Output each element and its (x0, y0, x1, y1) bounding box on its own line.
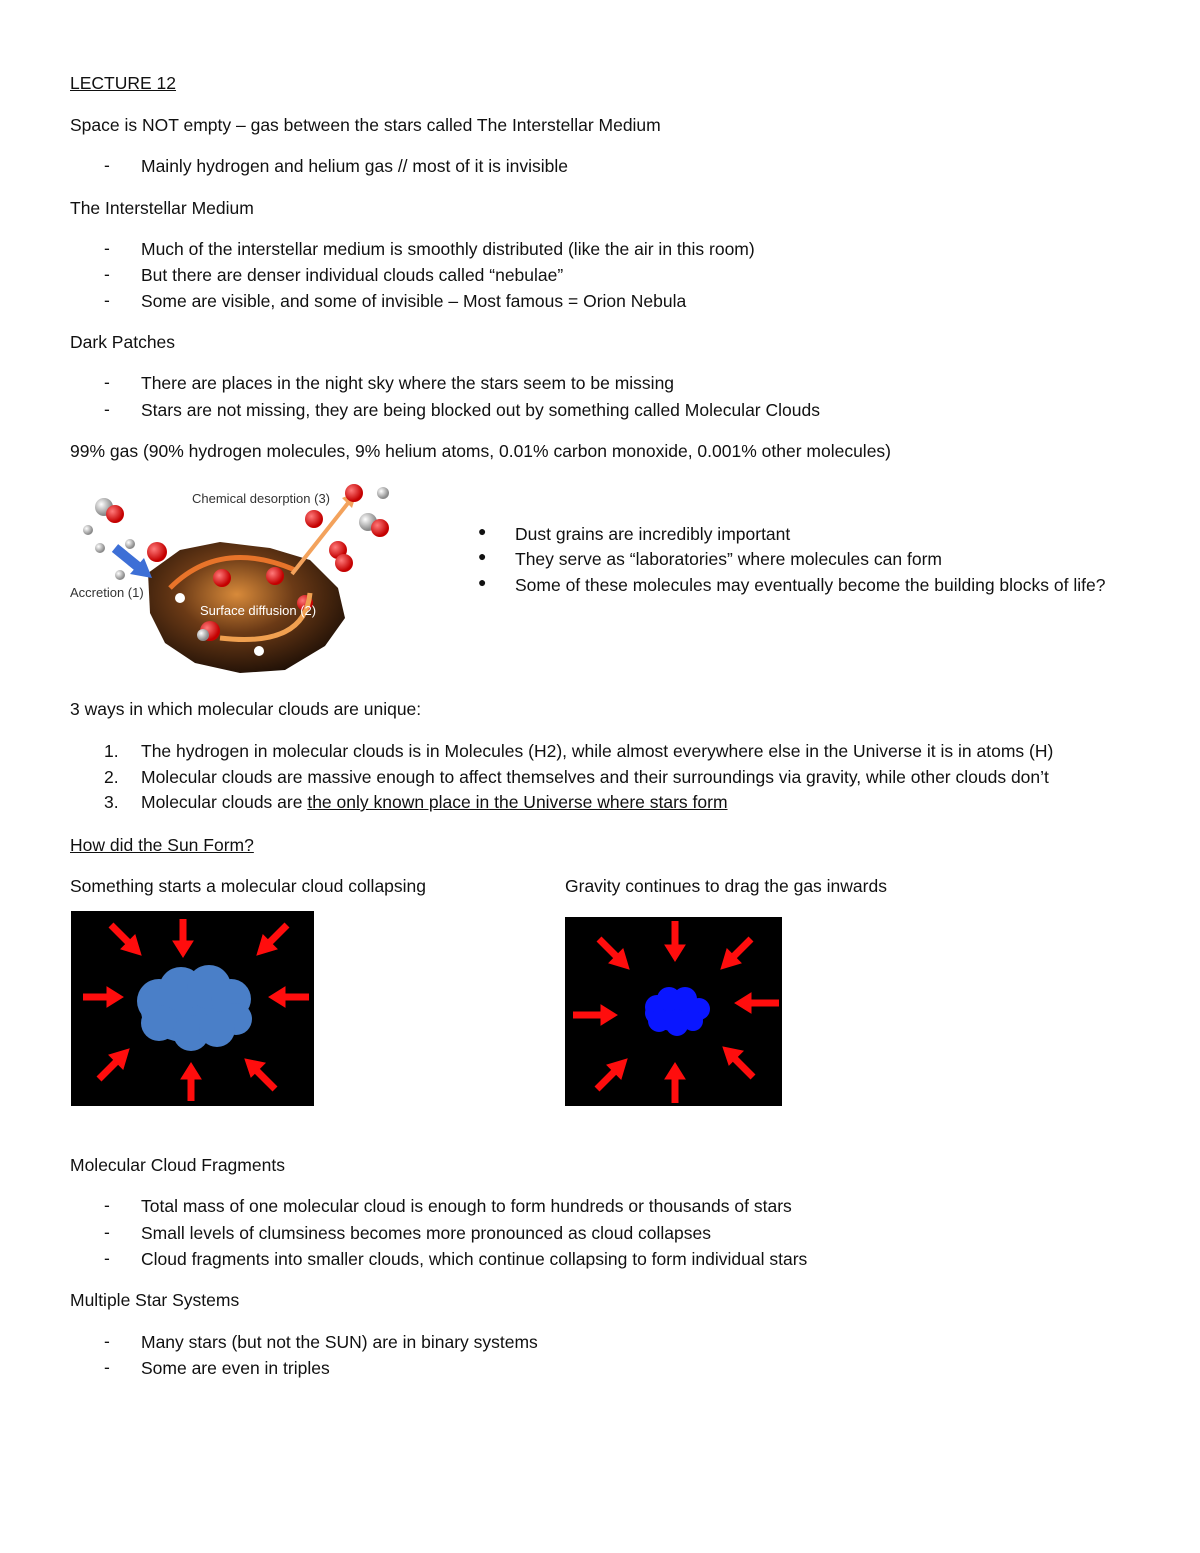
black-circle-icon: ● (478, 574, 487, 590)
section-heading-ism: The Interstellar Medium (70, 198, 254, 218)
list-item: Some of these molecules may eventually become the building blocks of life? (515, 575, 1106, 595)
list-item: Stars are not missing, they are being blocked out by something called Molecular Clouds (141, 400, 820, 420)
list-number: 2. (104, 767, 119, 787)
list-item-text: Molecular clouds are (141, 792, 308, 812)
section-heading-fragments: Molecular Cloud Fragments (70, 1155, 285, 1175)
composition-text: 99% gas (90% hydrogen molecules, 9% helium atoms, 0.01% carbon monoxide, 0.001% other molecules) (70, 441, 892, 461)
list-item: Cloud fragments into smaller clouds, which continue collapsing to form individual stars (141, 1249, 808, 1269)
list-item: Some are visible, and some of invisible – Most famous = Orion Nebula (141, 291, 687, 311)
list-item: Many stars (but not the SUN) are in binary systems (141, 1332, 538, 1352)
list-number: 3. (104, 792, 119, 812)
dust-grain-figure (70, 478, 392, 678)
list-number: 1. (104, 741, 119, 761)
caption-left: Something starts a molecular cloud collapsing (70, 876, 427, 896)
list-item: Some are even in triples (141, 1358, 330, 1378)
dash-icon: - (104, 1331, 110, 1351)
accretion-label: Accretion (1) (70, 585, 144, 600)
underlined-text: the only known place in the Universe where stars form (307, 792, 728, 812)
section-heading-unique: 3 ways in which molecular clouds are unique: (70, 699, 422, 719)
caption-right: Gravity continues to drag the gas inwards (565, 876, 887, 896)
dash-icon: - (104, 399, 110, 419)
dash-icon: - (104, 1222, 110, 1242)
list-item: But there are denser individual clouds called “nebulae” (141, 265, 564, 285)
cloud-collapse-diagram-left (71, 911, 314, 1106)
dash-icon: - (104, 155, 110, 175)
black-circle-icon: ● (478, 523, 487, 539)
desorption-label: Chemical desorption (3) (192, 491, 331, 506)
list-item: Dust grains are incredibly important (515, 524, 791, 544)
list-item: Total mass of one molecular cloud is enough to form hundreds or thousands of stars (141, 1196, 792, 1216)
section-heading-dark-patches: Dark Patches (70, 332, 176, 352)
dash-icon: - (104, 238, 110, 258)
dash-icon: - (104, 264, 110, 284)
dash-icon: - (104, 1195, 110, 1215)
list-item: There are places in the night sky where the stars seem to be missing (141, 373, 675, 393)
dash-icon: - (104, 1248, 110, 1268)
section-heading-multiple: Multiple Star Systems (70, 1290, 240, 1310)
list-item: They serve as “laboratories” where molecules can form (515, 549, 942, 569)
dash-icon: - (104, 372, 110, 392)
list-item: Much of the interstellar medium is smoothly distributed (like the air in this room) (141, 239, 755, 259)
list-item (141, 791, 728, 813)
page-title: LECTURE 12 (70, 73, 177, 93)
list-item: Small levels of clumsiness becomes more pronounced as cloud collapses (141, 1223, 711, 1243)
diffusion-label: Surface diffusion (2) (200, 603, 317, 618)
list-item: The hydrogen in molecular clouds is in Molecules (H2), while almost everywhere else in the Universe it is in atoms (H) (141, 741, 1054, 761)
black-circle-icon: ● (478, 548, 487, 564)
list-item: Molecular clouds are massive enough to affect themselves and their surroundings via gravity, while other clouds don’t (141, 767, 1049, 787)
list-item: Mainly hydrogen and helium gas // most of it is invisible (141, 156, 569, 176)
intro-heading: Space is NOT empty – gas between the stars called The Interstellar Medium (70, 115, 661, 135)
dash-icon: - (104, 290, 110, 310)
section-heading-sun-form: How did the Sun Form? (70, 835, 254, 855)
cloud-collapse-diagram-right (565, 917, 782, 1106)
dash-icon: - (104, 1357, 110, 1377)
